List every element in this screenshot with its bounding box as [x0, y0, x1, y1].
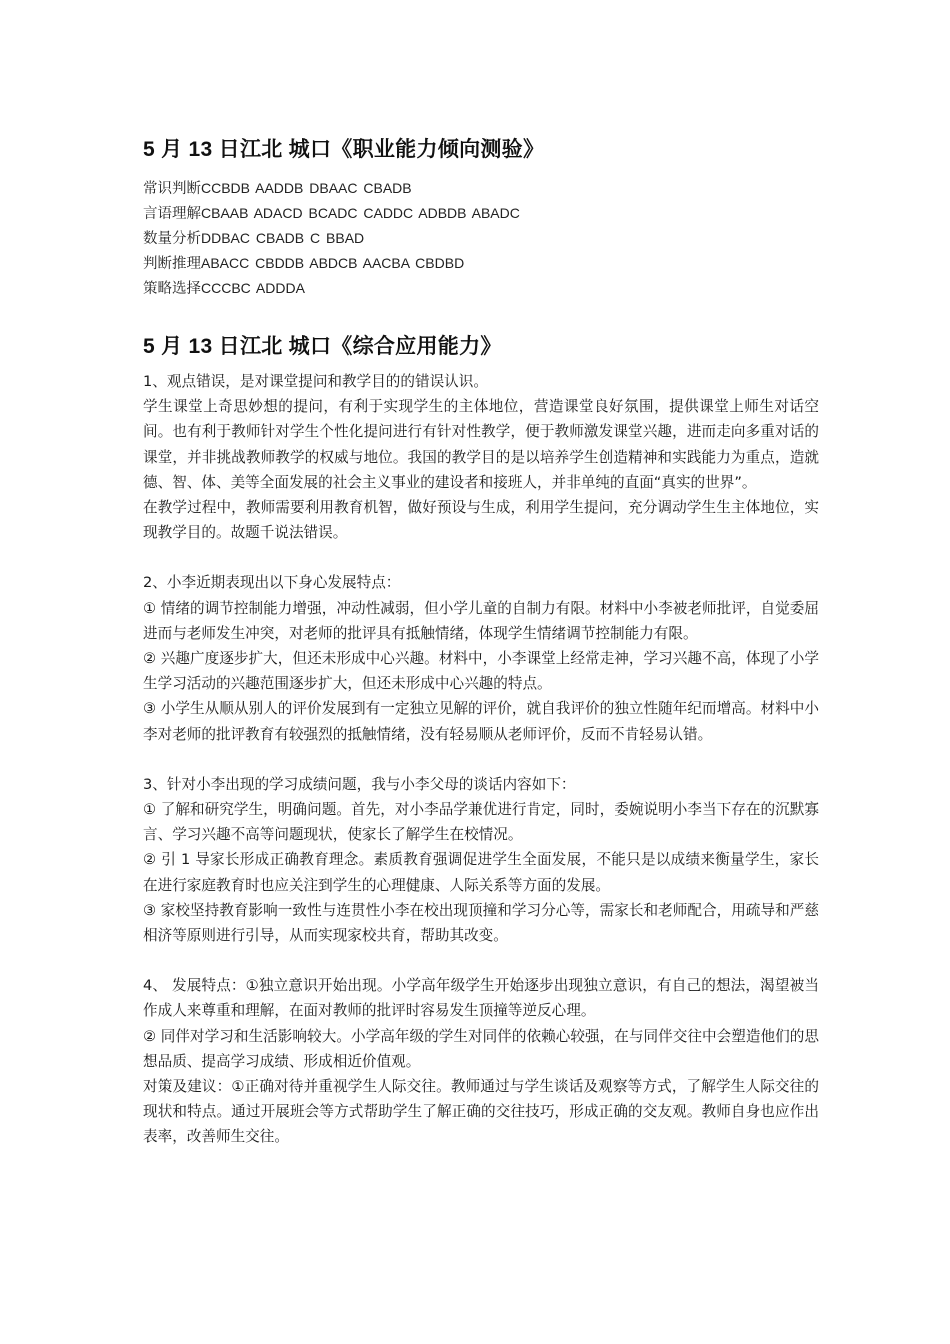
- q3-paragraph: ② 引 1 导家长形成正确教育理念。素质教育强调促进学生全面发展，不能只是以成绩来衡量学生，家长在进行家庭教育时也应关注到学生的心理健康、人际关系等方面的发展。: [143, 851, 819, 894]
- q3-heading: 3、针对小李出现的学习成绩问题，我与小李父母的谈话内容如下：: [143, 775, 576, 793]
- answer-codes: DDBAC CBADB C BBAD: [201, 230, 365, 246]
- q4-paragraph: 4、 发展特点：①独立意识开始出现。小学高年级学生开始逐步出现独立意识，有自己的想法，渴望被当作成人来尊重和理解，在面对教师的批评时容易发生顶撞等逆反心理。: [143, 977, 819, 1020]
- essay-answers: [143, 369, 819, 1150]
- q1-paragraph: 在教学过程中，教师需要利用教育机智，做好预设与生成，利用学生提问，充分调动学生生主体地位，实现教学目的。故题千说法错误。: [143, 499, 819, 542]
- answer-codes: CCBDB AADDB DBAAC CBADB: [201, 180, 412, 196]
- answer-category: 常识判断: [143, 181, 201, 197]
- answer-key-list: [143, 176, 819, 301]
- q4-paragraph: 对策及建议：①正确对待并重视学生人际交往。教师通过与学生谈话及观察等方式，了解学生人际交往的现状和特点。通过开展班会等方式帮助学生了解正确的交往技巧，形成正确的交友观。教师自身也应作出表率，改善师生交往。: [143, 1078, 819, 1146]
- document-page: [143, 136, 819, 1150]
- answer-category: 数量分析: [143, 231, 201, 247]
- q1-heading: 1、观点错误，是对课堂提问和教学目的的错误认识。: [143, 373, 488, 390]
- answer-row-common-sense: [143, 176, 819, 201]
- blank-line: [143, 948, 819, 973]
- q2-paragraph: ② 兴趣广度逐步扩大，但还未形成中心兴趣。材料中，小李课堂上经常走神，学习兴趣不高，体现了小学生学习活动的兴趣范围逐步扩大，但还未形成中心兴趣的特点。: [143, 650, 819, 693]
- answer-category: 言语理解: [143, 206, 201, 222]
- answer-row-reasoning: [143, 251, 819, 276]
- answer-codes: ABACC CBDDB ABDCB AACBA CBDBD: [201, 255, 465, 271]
- answer-codes: CCCBC ADDDA: [201, 280, 305, 296]
- q2-paragraph: ③ 小学生从顺从别人的评价发展到有一定独立见解的评价，就自我评价的独立性随年纪而增高。材料中小李对老师的批评教育有较强烈的抵触情绪，没有轻易顺从老师评价，反而不肯轻易认错。: [143, 700, 819, 743]
- answer-row-verbal: [143, 201, 819, 226]
- blank-line: [143, 747, 819, 772]
- answer-row-quantitative: [143, 226, 819, 251]
- section-title-aptitude-test: 5 月 13 日江北 城口《职业能力倾向测验》: [143, 138, 545, 161]
- answer-row-strategy: [143, 276, 819, 301]
- q4-paragraph: ② 同伴对学习和生活影响较大。小学高年级的学生对同伴的依赖心较强，在与同伴交往中会塑造他们的思想品质、提高学习成绩、形成相近价值观。: [143, 1027, 819, 1070]
- answer-category: 策略选择: [143, 281, 201, 297]
- q2-paragraph: ① 情绪的调节控制能力增强，冲动性减弱，但小学儿童的自制力有限。材料中小李被老师批评，自觉委屈进而与老师发生冲突，对老师的批评具有抵触情绪，体现学生情绪调节控制能力有限。: [143, 599, 819, 642]
- q1-paragraph: 学生课堂上奇思妙想的提问，有利于实现学生的主体地位，营造课堂良好氛围，提供课堂上师生对话空间。也有利于教师针对学生个性化提问进行有针对性教学，便于教师激发课堂兴趣，进而走向多重对话的课堂，并非挑战教师教学的权威与地位。我国的教学目的是以培养学生创造精神和实践能力为重点，造就德、智、体、美等全面发展的社会主义事业的建设者和接班人，并非单纯的直面“真实的世界”。: [143, 398, 819, 491]
- section-title-applied-ability: 5 月 13 日江北 城口《综合应用能力》: [143, 335, 502, 358]
- q3-paragraph: ③ 家校坚持教育影响一致性与连贯性小李在校出现顶撞和学习分心等，需家长和老师配合，用疏导和严慈相济等原则进行引导，从而实现家校共育，帮助其改变。: [143, 901, 819, 945]
- blank-line: [143, 545, 819, 570]
- answer-category: 判断推理: [143, 256, 201, 272]
- q3-paragraph: ① 了解和研究学生，明确问题。首先，对小李品学兼优进行肯定，同时，委婉说明小李当下存在的沉默寡言、学习兴趣不高等问题现状，使家长了解学生在校情况。: [143, 801, 819, 844]
- q2-heading: 2、小李近期表现出以下身心发展特点：: [143, 574, 401, 592]
- answer-codes: CBAAB ADACD BCADC CADDC ADBDB ABADC: [201, 205, 520, 221]
